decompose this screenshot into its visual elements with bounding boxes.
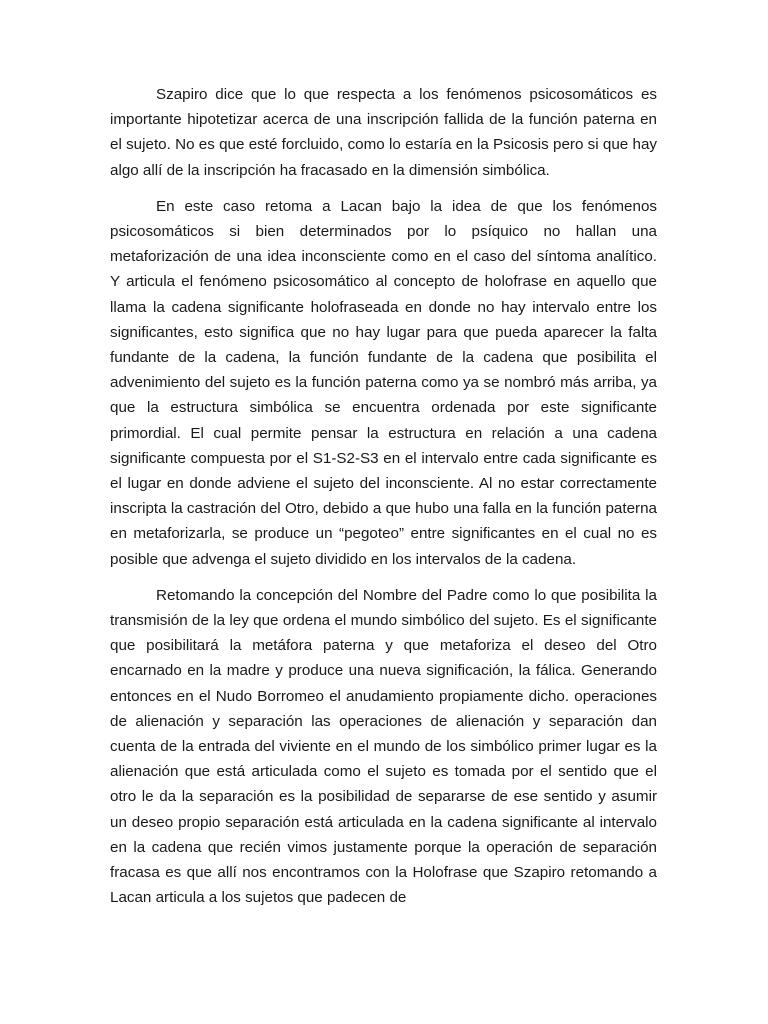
paragraph-3: Retomando la concepción del Nombre del Padre como lo que posibilita la transmisión de la ley que ordena el mundo simbólico del sujeto. Es el significante que posibilitará la metáfora paterna y que metaforiza el deseo del Otro encarnado en la madre y produce una nueva significación, la fálica. Generando entonces en el Nudo Borromeo el anudamiento propiamente dicho. operaciones de alienación y separación las operaciones de alienación y separación dan cuenta de la entrada del viviente en el mundo de los simbólico primer lugar es la alienación que está articulada como el sujeto es tomada por el sentido que el otro le da la separación es la posibilidad de separarse de ese sentido y asumir un deseo propio separación está articulada en la cadena significante al intervalo en la cadena que recién vimos justamente porque la operación de separación fracasa es que allí nos encontramos con la Holofrase que Szapiro retomando a Lacan articula a los sujetos que padecen de: [110, 586, 657, 907]
paragraph-2: En este caso retoma a Lacan bajo la idea de que los fenómenos psicosomáticos si bien determinados por lo psíquico no hallan una metaforización de una idea inconsciente como en el caso del síntoma analítico. Y articula el fenómeno psicosomático al concepto de holofrase en aquello que llama la cadena significante holofraseada en donde no hay intervalo entre los significantes, esto significa que no hay lugar para que pueda aparecer la falta fundante de la cadena, la función fundante de la cadena que posibilita el advenimiento del sujeto es la función paterna como ya se nombró más arriba, ya que la estructura simbólica se encuentra ordenada por este significante primordial. El cual permite pensar la estructura en relación a una cadena significante compuesta por el S1-S2-S3 en el intervalo entre cada significante es el lugar en donde adviene el sujeto del inconsciente. Al no estar correctamente inscripta la castración del Otro, debido a que hubo una falla en la función paterna en metaforizarla, se produce un “pegoteo” entre significantes en el cual no es posible que advenga el sujeto dividido en los intervalos de la cadena.: [110, 197, 657, 568]
paragraph-1: Szapiro dice que lo que respecta a los fenómenos psicosomáticos es importante hipotetizar acerca de una inscripción fallida de la función paterna en el sujeto. No es que esté forcluido, como lo estaría en la Psicosis pero si que hay algo allí de la inscripción ha fracasado en la dimensión simbólica.: [110, 86, 657, 179]
document-page: [110, 82, 657, 911]
